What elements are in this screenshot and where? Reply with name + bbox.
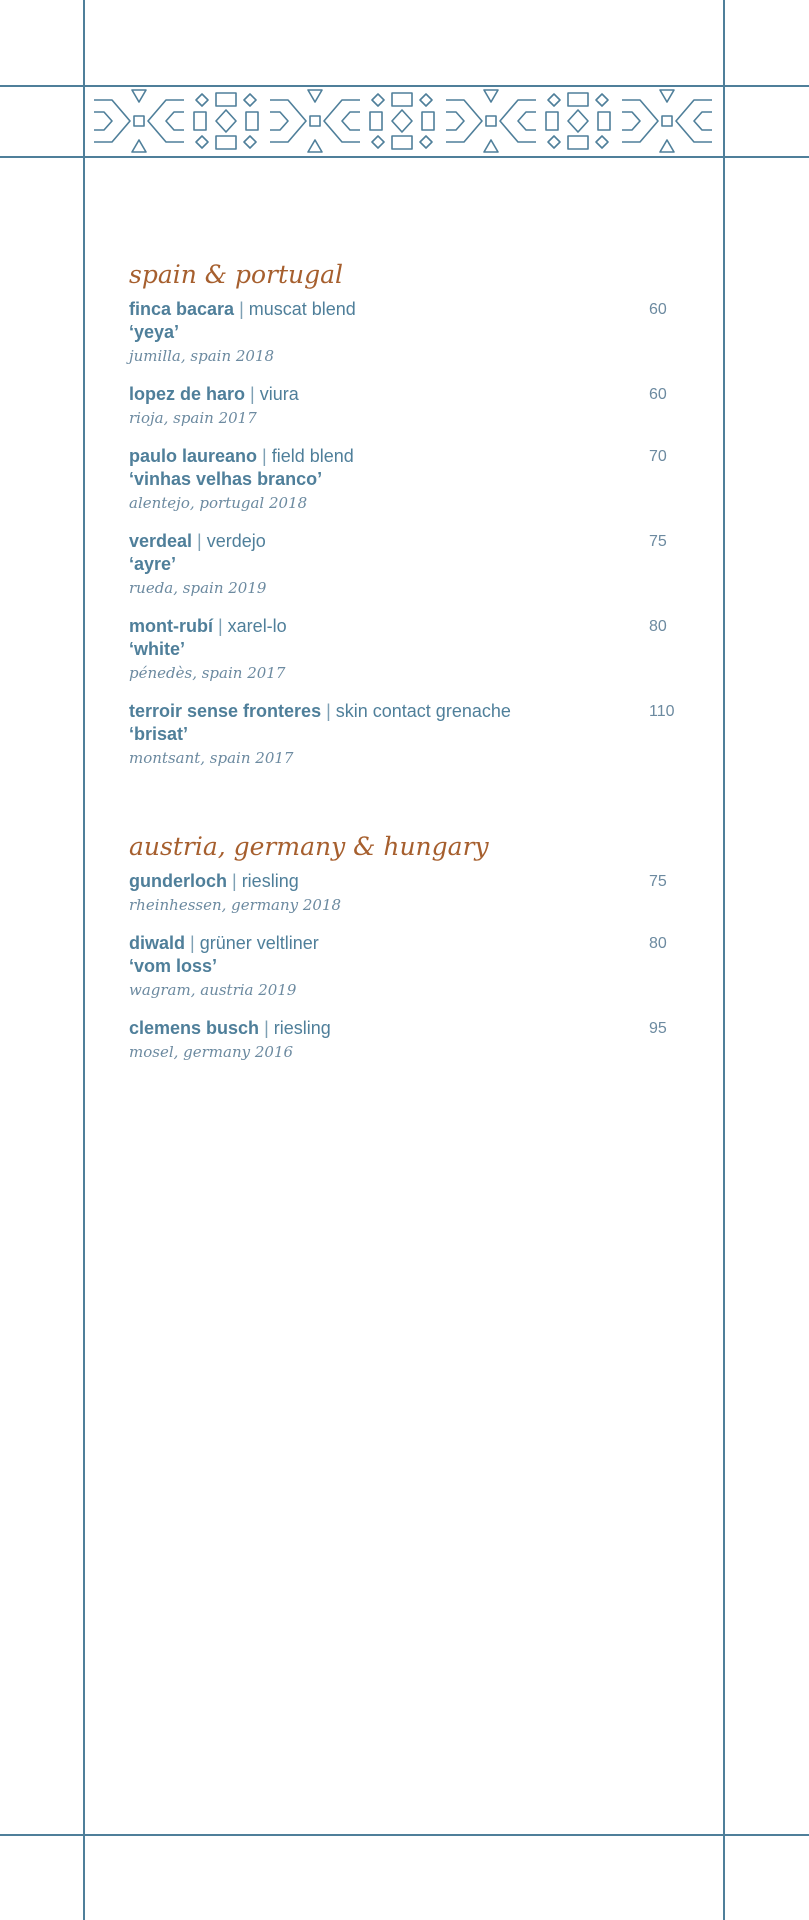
- wine-grape: grüner veltliner: [199, 933, 319, 953]
- wine-grape: xarel-lo: [227, 616, 287, 636]
- wine-producer: terroir sense fronteres: [129, 701, 322, 721]
- wine-price: 110: [649, 703, 675, 720]
- wine-item: [129, 870, 689, 917]
- wine-cuvee: ‘vinhas velhas branco’: [129, 469, 323, 489]
- wine-price: 75: [649, 533, 667, 550]
- wine-origin: rheinhessen, germany 2018: [129, 896, 342, 914]
- right-frame-rule: [723, 0, 725, 1920]
- wine-cuvee: ‘vom loss’: [129, 956, 218, 976]
- wine-origin: alentejo, portugal 2018: [129, 494, 308, 512]
- separator: |: [245, 384, 260, 404]
- wine-producer: paulo laureano: [129, 446, 258, 466]
- separator: |: [259, 1018, 274, 1038]
- wine-price: 60: [649, 301, 667, 318]
- ornament-bottom-rule: [0, 156, 809, 158]
- section-title: austria, germany & hungary: [129, 832, 489, 861]
- separator: |: [192, 531, 207, 551]
- wine-grape: verdejo: [206, 531, 266, 551]
- wine-origin: rueda, spain 2019: [129, 579, 267, 597]
- wine-grape: riesling: [241, 871, 299, 891]
- wine-producer: diwald: [129, 933, 186, 953]
- wine-price: 60: [649, 386, 667, 403]
- section-title: spain & portugal: [129, 260, 344, 289]
- wine-item: [129, 445, 689, 515]
- wine-cuvee: ‘yeya’: [129, 322, 180, 342]
- wine-origin: montsant, spain 2017: [129, 749, 294, 767]
- wine-item: [129, 700, 689, 770]
- wine-producer: clemens busch: [129, 1018, 260, 1038]
- wine-origin: rioja, spain 2017: [129, 409, 257, 427]
- wine-cuvee: ‘ayre’: [129, 554, 177, 574]
- wine-item: [129, 615, 689, 685]
- wine-producer: mont-rubí: [129, 616, 213, 636]
- wine-item: [129, 298, 689, 368]
- separator: |: [185, 933, 200, 953]
- wine-item: [129, 383, 689, 430]
- wine-item: [129, 1017, 689, 1064]
- wine-item: [129, 530, 689, 600]
- section-spain-portugal: [129, 258, 689, 770]
- wine-price: 80: [649, 935, 667, 952]
- wine-grape: skin contact grenache: [335, 701, 511, 721]
- separator: |: [234, 299, 249, 319]
- wine-grape: viura: [259, 384, 299, 404]
- geometric-border-pattern-icon: [84, 86, 724, 156]
- wine-cuvee: ‘brisat’: [129, 724, 189, 744]
- wine-price: 75: [649, 873, 667, 890]
- wine-origin: wagram, austria 2019: [129, 981, 297, 999]
- wine-price: 95: [649, 1020, 667, 1037]
- separator: |: [212, 616, 228, 636]
- wine-item: [129, 932, 689, 1002]
- wine-producer: lopez de haro: [129, 384, 246, 404]
- separator: |: [227, 871, 242, 891]
- wine-cuvee: ‘white’: [129, 639, 186, 659]
- wine-producer: gunderloch: [129, 871, 227, 891]
- left-frame-rule: [83, 0, 85, 1920]
- wine-menu: [129, 258, 689, 1124]
- wine-grape: field blend: [271, 446, 354, 466]
- separator: |: [257, 446, 272, 466]
- wine-origin: mosel, germany 2016: [129, 1043, 294, 1061]
- wine-origin: pénedès, spain 2017: [129, 664, 286, 682]
- wine-price: 80: [649, 618, 667, 635]
- wine-price: 70: [649, 448, 667, 465]
- wine-grape: muscat blend: [248, 299, 356, 319]
- separator: |: [321, 701, 336, 721]
- wine-origin: jumilla, spain 2018: [129, 347, 275, 365]
- wine-grape: riesling: [273, 1018, 331, 1038]
- wine-producer: finca bacara: [129, 299, 235, 319]
- wine-producer: verdeal: [129, 531, 193, 551]
- bottom-frame-rule: [0, 1834, 809, 1836]
- section-austria-germany-hungary: [129, 830, 689, 1064]
